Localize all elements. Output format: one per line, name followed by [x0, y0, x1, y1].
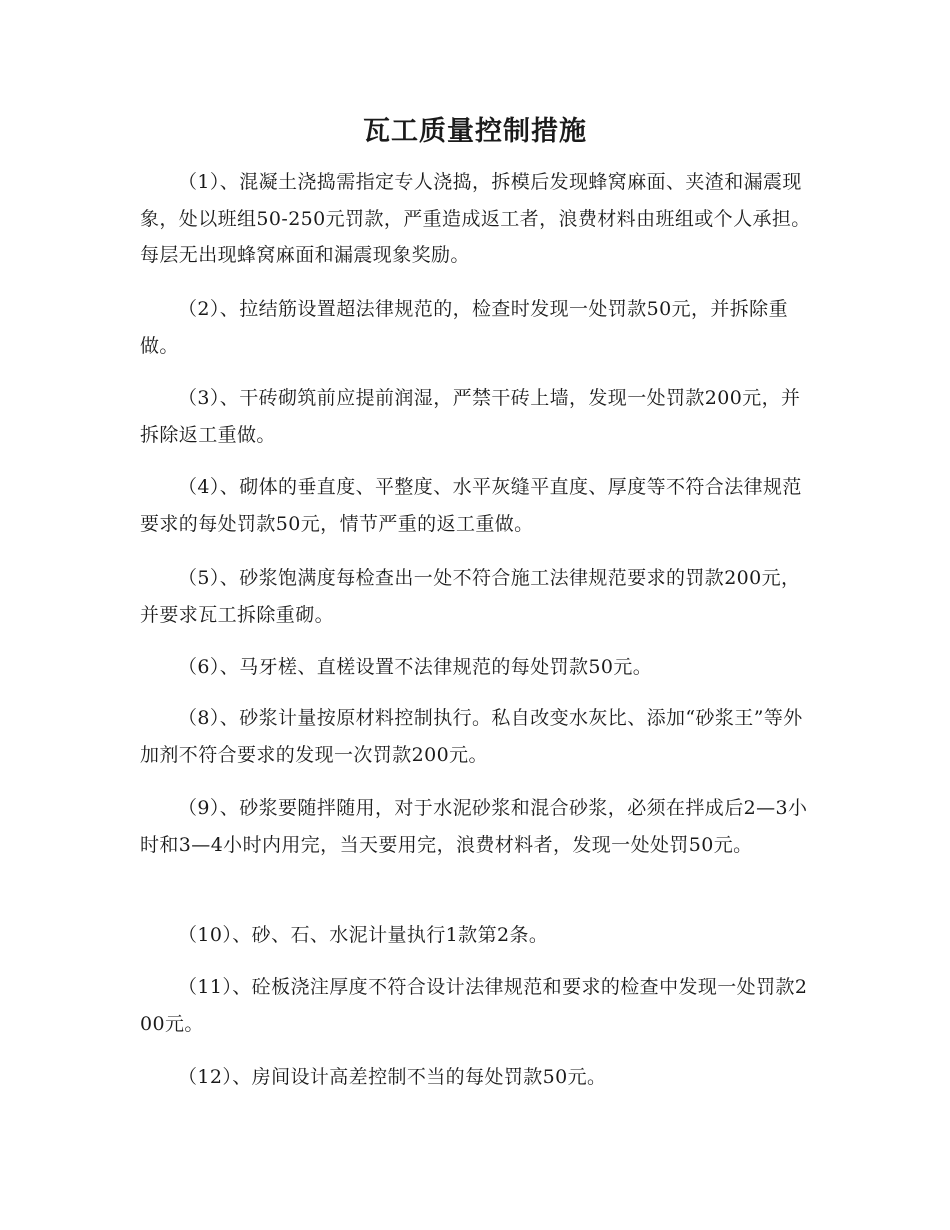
paragraph-item-2: （2）、拉结筋设置超法律规范的，检查时发现一处罚款50元，并拆除重做。 [140, 298, 788, 357]
document-title: 瓦工质量控制措施 [363, 116, 587, 147]
paragraph-item-3: （3）、干砖砌筑前应提前润湿，严禁干砖上墙，发现一处罚款200元，并拆除返工重做。 [140, 387, 801, 446]
paragraph-item-9: （9）、砂浆要随拌随用，对于水泥砂浆和混合砂浆，必须在拌成后2—3小时和3—4小时内用完，当天要用完，浪费材料者，发现一处处罚50元。 [140, 797, 808, 856]
paragraph-item-12: （12）、房间设计高差控制不当的每处罚款50元。 [178, 1066, 607, 1088]
paragraph-item-11: （11）、砼板浇注厚度不符合设计法律规范和要求的检查中发现一处罚款200元。 [140, 976, 808, 1035]
paragraph-item-10: （10）、砂、石、水泥计量执行1款第2条。 [178, 924, 549, 946]
paragraph-item-6: （6）、马牙槎、直槎设置不法律规范的每处罚款50元。 [178, 656, 653, 678]
paragraph-item-5: （5）、砂浆饱满度每检查出一处不符合施工法律规范要求的罚款200元，并要求瓦工拆除重砌。 [140, 567, 801, 626]
paragraph-item-1: （1）、混凝土浇捣需指定专人浇捣，拆模后发现蜂窝麻面、夹渣和漏震现象，处以班组50-250元罚款，严重造成返工者，浪费材料由班组或个人承担。每层无出现蜂窝麻面和漏震现象奖励。 [140, 171, 811, 266]
paragraph-item-8: （8）、砂浆计量按原材料控制执行。私自改变水灰比、添加“砂浆王”等外加剂不符合要求的发现一次罚款200元。 [140, 707, 803, 766]
paragraph-item-4: （4）、砌体的垂直度、平整度、水平灰缝平直度、厚度等不符合法律规范要求的每处罚款50元，情节严重的返工重做。 [140, 476, 802, 535]
